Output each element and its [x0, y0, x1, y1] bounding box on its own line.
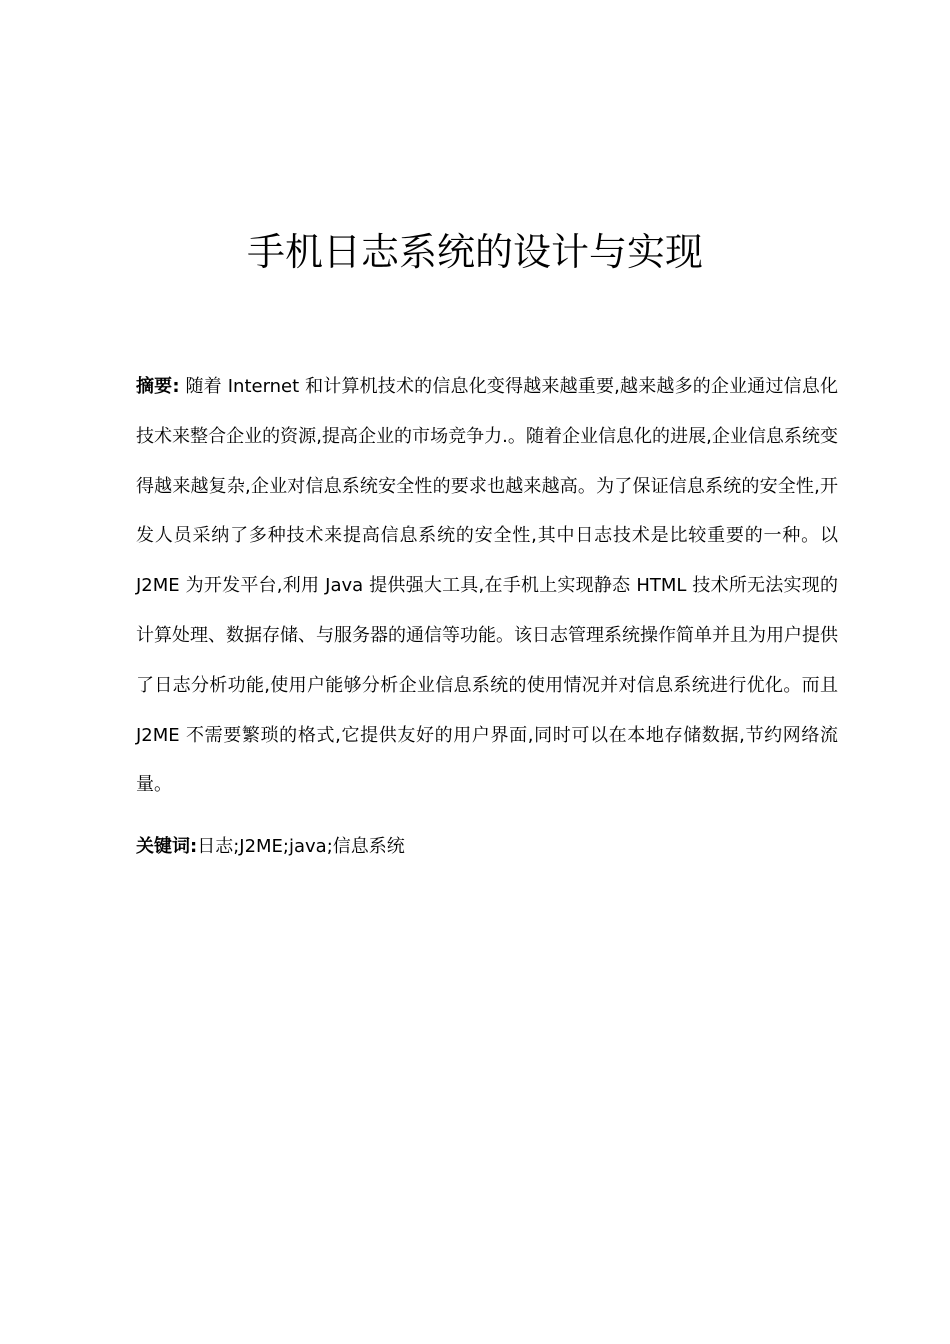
- keywords-label: 关键词:: [136, 836, 198, 857]
- abstract-paragraph: [136, 362, 838, 810]
- keywords-text: 日志;J2ME;java;信息系统: [197, 836, 405, 857]
- abstract-text: 随着 Internet 和计算机技术的信息化变得越来越重要,越来越多的企业通过信息化技术来整合企业的资源,提高企业的市场竞争力.。随着企业信息化的进展,企业信息系统变得越来越复杂,企业对信息系统安全性的要求也越来越高。为了保证信息系统的安全性,开发人员采纳了多种技术来提高信息系统的安全性,其中日志技术是比较重要的一种。以 J2ME 为开发平台,利用 Java 提供强大工具,在手机上实现静态 HTML 技术所无法实现的计算处理、数据存储、与服务器的通信等功能。该日志管理系统操作简单并且为用户提供了日志分析功能,使用户能够分析企业信息系统的使用情况并对信息系统进行优化。而且 J2ME 不需要繁琐的格式,它提供友好的用户界面,同时可以在本地存储数据,节约网络流量。: [136, 376, 838, 796]
- document-title: 手机日志系统的设计与实现: [246, 230, 703, 274]
- keywords-paragraph: [136, 822, 838, 872]
- abstract-label: 摘要:: [136, 376, 180, 397]
